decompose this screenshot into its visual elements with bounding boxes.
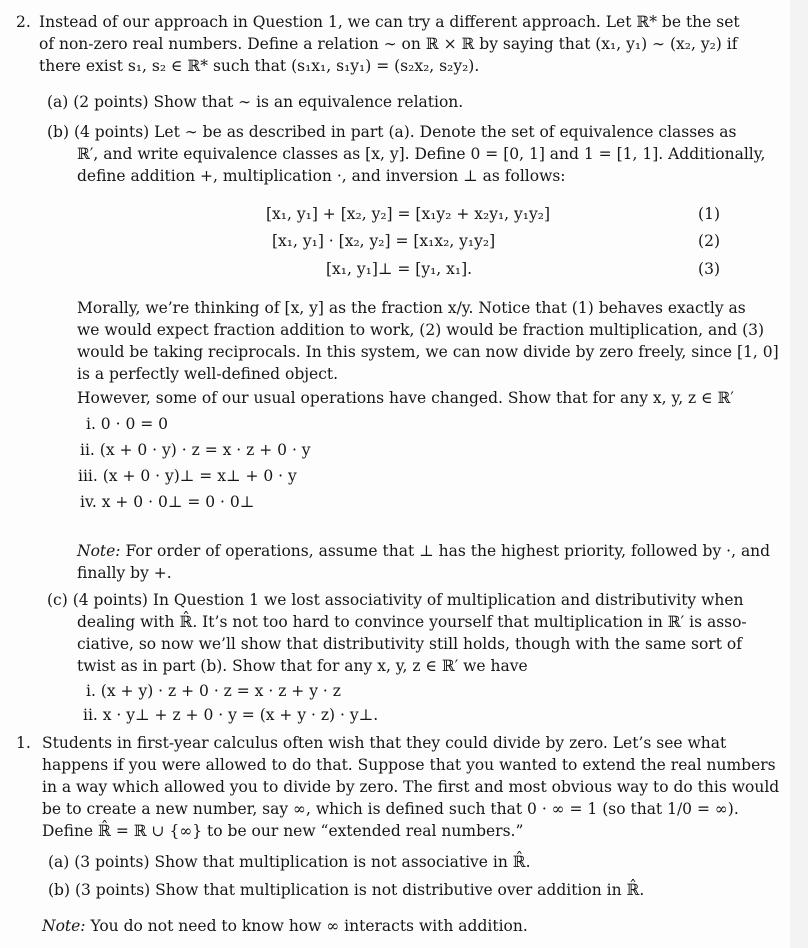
q1-part-a: (a) (3 points) Show that multiplication is not associative in ℝ̂. [48, 853, 531, 871]
equation-number-3: (3) [698, 260, 720, 278]
morally-line-1: Morally, we’re thinking of [x, y] as the fraction x/y. Notice that (1) behaves exactly as [77, 299, 746, 317]
page-edge-strip [790, 0, 808, 948]
equation-3: [x₁, y₁]⊥ = [y₁, x₁]. [326, 260, 473, 278]
q1-line-1: Students in first-year calculus often wish that they could divide by zero. Let’s see what [42, 734, 727, 752]
morally-line-2: we would expect fraction addition to work, (2) would be fraction multiplication, and (3) [77, 321, 765, 339]
q1-part-b: (b) (3 points) Show that multiplication is not distributive over addition in ℝ̂. [48, 881, 645, 899]
item-b-iii: iii. (x + 0 · y)⊥ = x⊥ + 0 · y [78, 467, 297, 485]
q2-part-b-line-1: (b) (4 points) Let ∼ be as described in part (a). Denote the set of equivalence classes as [47, 123, 737, 141]
item-b-iv: iv. x + 0 · 0⊥ = 0 · 0⊥ [80, 493, 255, 511]
q1-note [42, 916, 528, 938]
q1-number: 1. [16, 734, 31, 752]
q1-line-5: Define ℝ̂ = ℝ ∪ {∞} to be our new “extended real numbers.” [42, 822, 524, 840]
q2-intro-line-3: there exist s₁, s₂ ∈ ℝ* such that (s₁x₁, s₁y₁) = (s₂x₂, s₂y₂). [39, 57, 480, 75]
item-c-ii: ii. x · y⊥ + z + 0 · y = (x + y · z) · y⊥. [83, 706, 379, 724]
q2-part-c-line-1: (c) (4 points) In Question 1 we lost associativity of multiplication and distributivity when [47, 591, 744, 609]
equation-1: [x₁, y₁] + [x₂, y₂] = [x₁y₂ + x₂y₁, y₁y₂] [266, 205, 551, 223]
equation-2: [x₁, y₁] · [x₂, y₂] = [x₁x₂, y₁y₂] [272, 232, 496, 250]
item-c-i: i. (x + y) · z + 0 · z = x · z + y · z [86, 682, 341, 700]
q2-part-a: (a) (2 points) Show that ∼ is an equivalence relation. [47, 93, 464, 111]
morally-line-3: would be taking reciprocals. In this system, we can now divide by zero freely, since [1, 0] [77, 343, 779, 361]
q2-note-line-1 [77, 541, 770, 563]
equation-number-2: (2) [698, 232, 720, 250]
q1-line-4: be to create a new number, say ∞, which is defined such that 0 · ∞ = 1 (so that 1/0 = ∞). [42, 800, 739, 818]
q1-note-text: You do not need to know how ∞ interacts with addition. [90, 917, 528, 935]
equation-number-1: (1) [698, 205, 720, 223]
morally-line-4: is a perfectly well-defined object. [77, 365, 339, 383]
q1-line-2: happens if you were allowed to do that. Suppose that you wanted to extend the real numbers [42, 756, 776, 774]
item-b-ii: ii. (x + 0 · y) · z = x · z + 0 · y [80, 441, 311, 459]
q2-note-label: Note: [77, 542, 121, 560]
q2-intro-line-1: Instead of our approach in Question 1, we can try a different approach. Let ℝ* be the set [39, 13, 740, 31]
q2-number: 2. [16, 13, 31, 31]
item-b-i: i. 0 · 0 = 0 [86, 415, 169, 433]
q2-part-c-line-4: twist as in part (b). Show that for any x, y, z ∈ ℝ′ we have [77, 657, 528, 675]
q2-note-line-2: finally by +. [77, 564, 172, 582]
q2-note-text-1: For order of operations, assume that ⊥ has the highest priority, followed by ·, and [125, 542, 771, 560]
q1-line-3: in a way which allowed you to divide by zero. The first and most obvious way to do this would [42, 778, 780, 796]
however-line: However, some of our usual operations have changed. Show that for any x, y, z ∈ ℝ′ [77, 389, 734, 407]
q2-intro-line-2: of non-zero real numbers. Define a relation ∼ on ℝ × ℝ by saying that (x₁, y₁) ∼ (x₂, y₂) if [39, 35, 738, 53]
q1-note-label: Note: [42, 917, 86, 935]
q2-part-b-line-2: ℝ′, and write equivalence classes as [x, y]. Define 0 = [0, 1] and 1 = [1, 1]. Additionally, [77, 145, 766, 163]
q2-part-c-line-2: dealing with ℝ̂. It’s not too hard to convince yourself that multiplication in ℝ′ is asso- [77, 613, 747, 631]
q2-part-c-line-3: ciative, so now we’ll show that distributivity still holds, though with the same sort of [77, 635, 742, 653]
q2-part-b-line-3: define addition +, multiplication ·, and inversion ⊥ as follows: [77, 167, 566, 185]
